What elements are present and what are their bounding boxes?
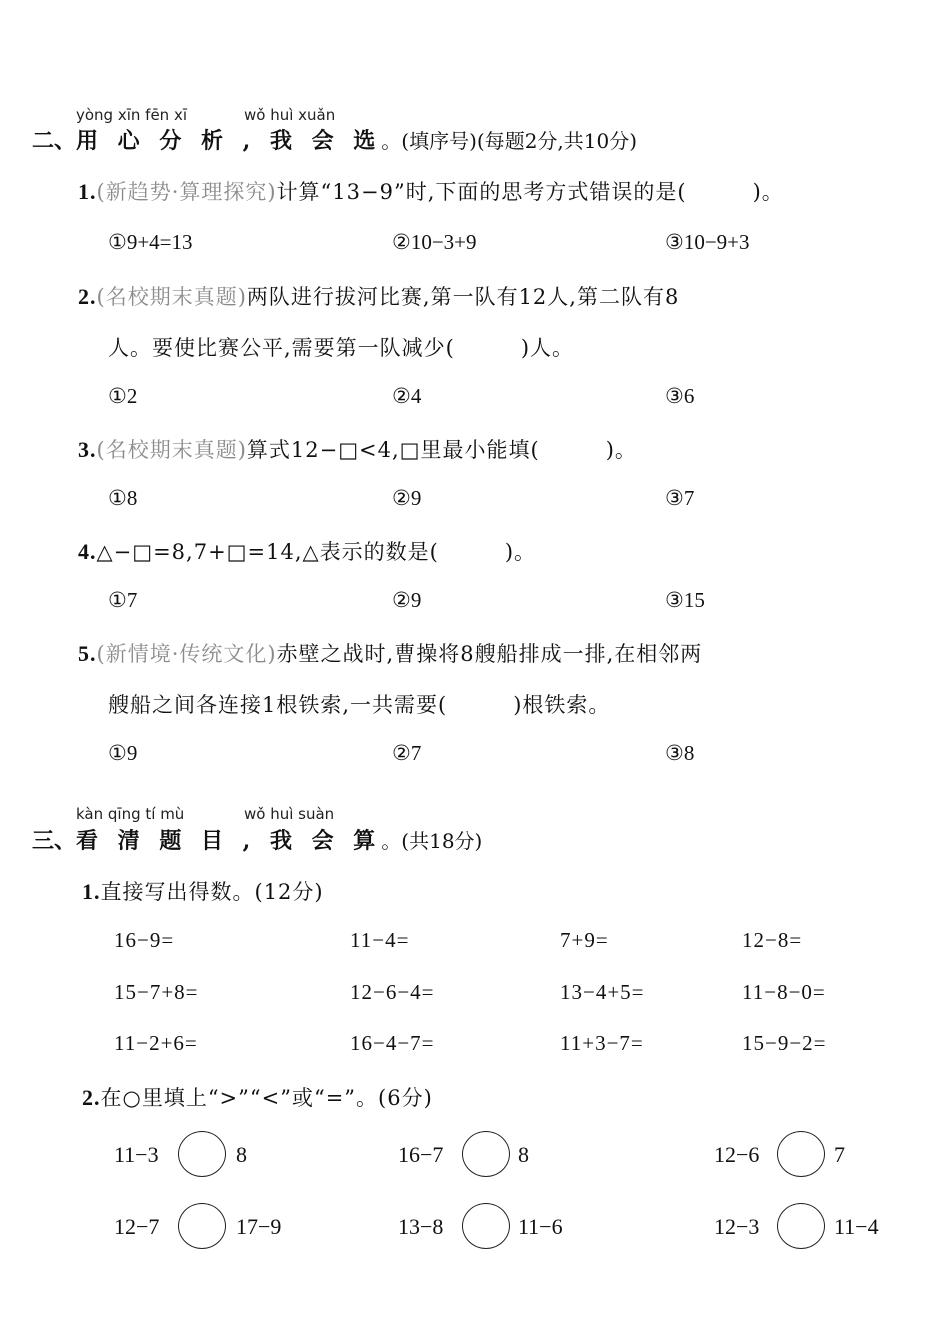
question-1-tag: (新趋势·算理探究) bbox=[96, 180, 277, 204]
question-3-text: 算式12−□<4,□里最小能填( )。 bbox=[246, 438, 637, 462]
question-4-number: 4. bbox=[78, 539, 97, 564]
question-1-option-1: ①9+4=13 bbox=[108, 230, 193, 254]
calc-item: 16−9= bbox=[114, 928, 175, 952]
section3-heading bbox=[32, 824, 482, 855]
compare-left: 12−7 bbox=[114, 1214, 160, 1239]
section2-title: 用 心 分 析 , 我 会 选 bbox=[76, 128, 382, 154]
question-5-number: 5. bbox=[78, 641, 97, 666]
calc-item: 12−8= bbox=[742, 928, 803, 952]
calc-question bbox=[82, 876, 324, 906]
question-1-option-2: ②10−3+9 bbox=[392, 230, 477, 254]
answer-circle[interactable] bbox=[777, 1131, 825, 1177]
question-3-number: 3. bbox=[78, 437, 97, 462]
answer-circle[interactable] bbox=[178, 1203, 226, 1249]
question-5-option-3: ③8 bbox=[665, 741, 695, 765]
question-3-option-1: ①8 bbox=[108, 486, 138, 510]
compare-left: 12−6 bbox=[714, 1142, 760, 1167]
compare-left: 13−8 bbox=[398, 1214, 444, 1239]
question-2-number: 2. bbox=[78, 284, 97, 309]
section2-note: 。(填序号)(每题2分,共10分) bbox=[381, 129, 638, 153]
question-2-option-2: ②4 bbox=[392, 384, 422, 408]
question-3-option-3: ③7 bbox=[665, 486, 695, 510]
compare-left: 16−7 bbox=[398, 1142, 444, 1167]
section3-pinyin-1: kàn qīng tí mù bbox=[76, 805, 185, 823]
compare-question bbox=[82, 1082, 433, 1112]
question-5 bbox=[78, 638, 702, 668]
section3-note: 。(共18分) bbox=[381, 829, 483, 853]
question-5-tag: (新情境·传统文化) bbox=[96, 642, 277, 666]
calc-item: 11−2+6= bbox=[114, 1031, 198, 1055]
compare-right: 11−4 bbox=[834, 1214, 879, 1239]
section2-pinyin-1: yòng xīn fēn xī bbox=[76, 106, 187, 124]
section3-pinyin-2: wǒ huì suàn bbox=[244, 805, 335, 823]
section2-pinyin-2: wǒ huì xuǎn bbox=[244, 106, 336, 124]
compare-right: 8 bbox=[518, 1142, 529, 1167]
answer-circle[interactable] bbox=[178, 1131, 226, 1177]
question-4-option-3: ③15 bbox=[665, 588, 705, 612]
section3-number: 三、 bbox=[32, 828, 77, 854]
calc-item: 12−6−4= bbox=[350, 980, 435, 1004]
compare-left: 11−3 bbox=[114, 1142, 159, 1167]
answer-circle[interactable] bbox=[462, 1131, 510, 1177]
calc-item: 16−4−7= bbox=[350, 1031, 435, 1055]
compare-right: 11−6 bbox=[518, 1214, 563, 1239]
section3-title: 看 清 题 目 , 我 会 算 bbox=[76, 828, 382, 854]
answer-circle[interactable] bbox=[777, 1203, 825, 1249]
calc-question-number: 1. bbox=[82, 879, 101, 904]
question-1 bbox=[78, 176, 784, 206]
compare-left: 12−3 bbox=[714, 1214, 760, 1239]
answer-circle[interactable] bbox=[462, 1203, 510, 1249]
compare-right: 17−9 bbox=[236, 1214, 282, 1239]
question-4-option-2: ②9 bbox=[392, 588, 422, 612]
question-2 bbox=[78, 281, 679, 311]
question-5-option-2: ②7 bbox=[392, 741, 422, 765]
question-4-text: △−□=8,7+□=14,△表示的数是( )。 bbox=[96, 540, 537, 564]
calc-item: 11−8−0= bbox=[742, 980, 826, 1004]
question-5-option-1: ①9 bbox=[108, 741, 138, 765]
calc-question-text: 直接写出得数。(12分) bbox=[100, 880, 324, 904]
compare-question-text: 在○里填上“>”“<”或“=”。(6分) bbox=[100, 1086, 433, 1110]
section2-number: 二、 bbox=[32, 128, 77, 154]
compare-right: 7 bbox=[834, 1142, 845, 1167]
question-5-text: 赤壁之战时,曹操将8艘船排成一排,在相邻两 bbox=[276, 642, 703, 666]
calc-item: 7+9= bbox=[560, 928, 609, 952]
question-1-text: 计算“13−9”时,下面的思考方式错误的是( )。 bbox=[276, 180, 784, 204]
compare-question-number: 2. bbox=[82, 1085, 101, 1110]
question-4 bbox=[78, 536, 536, 566]
question-2-tag: (名校期末真题) bbox=[96, 285, 247, 309]
calc-item: 11+3−7= bbox=[560, 1031, 644, 1055]
section2-heading bbox=[32, 124, 637, 155]
question-2-option-3: ③6 bbox=[665, 384, 695, 408]
compare-right: 8 bbox=[236, 1142, 247, 1167]
question-3-option-2: ②9 bbox=[392, 486, 422, 510]
question-3 bbox=[78, 434, 637, 464]
calc-item: 13−4+5= bbox=[560, 980, 645, 1004]
question-4-option-1: ①7 bbox=[108, 588, 138, 612]
question-2-text-line2: 人。要使比赛公平,需要第一队减少( )人。 bbox=[108, 336, 575, 360]
calc-item: 15−9−2= bbox=[742, 1031, 827, 1055]
calc-item: 11−4= bbox=[350, 928, 410, 952]
calc-item: 15−7+8= bbox=[114, 980, 199, 1004]
question-2-option-1: ①2 bbox=[108, 384, 138, 408]
question-2-text: 两队进行拔河比赛,第一队有12人,第二队有8 bbox=[246, 285, 680, 309]
question-1-option-3: ③10−9+3 bbox=[665, 230, 750, 254]
question-1-number: 1. bbox=[78, 179, 97, 204]
question-3-tag: (名校期末真题) bbox=[96, 438, 247, 462]
question-5-text-line2: 艘船之间各连接1根铁索,一共需要( )根铁索。 bbox=[108, 693, 611, 717]
